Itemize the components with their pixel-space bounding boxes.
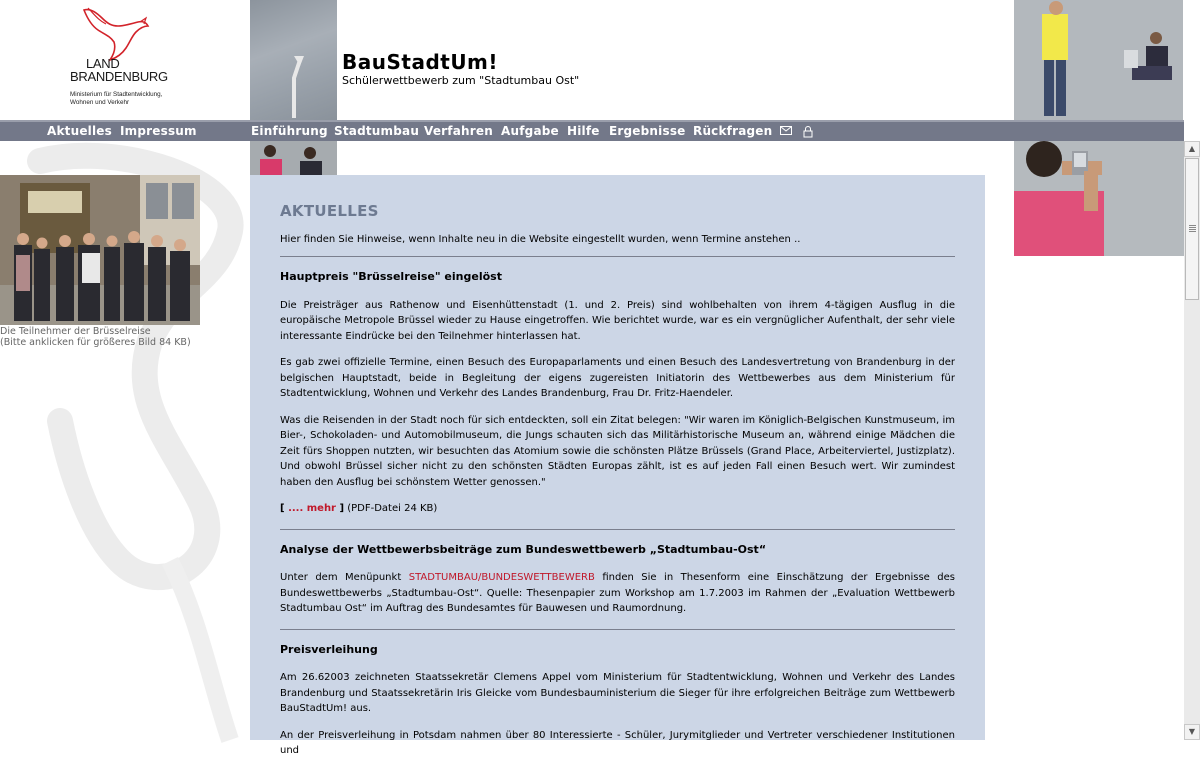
nav-verfahren[interactable]: Verfahren: [424, 124, 493, 138]
nav-hilfe[interactable]: Hilfe: [567, 124, 600, 138]
pdf-note: (PDF-Datei 24 KB): [344, 503, 438, 514]
scroll-up-arrow-icon[interactable]: ▲: [1184, 141, 1200, 157]
news-title-bruesselreise: Hauptpreis "Brüsselreise" eingelöst: [280, 270, 502, 283]
logo-text: LAND BRANDENBURG: [70, 56, 168, 84]
nav-ergebnisse[interactable]: Ergebnisse: [609, 124, 686, 138]
scrollbar-thumb[interactable]: [1185, 158, 1199, 300]
header-photo-road: [250, 0, 337, 120]
logo[interactable]: [0, 0, 250, 120]
header-photo-girls: [250, 141, 337, 175]
news-paragraph: Am 26.62003 zeichneten Staatssekretär Clemens Appel vom Ministerium für Stadtentwicklung, Wohnen und Verkehr des Landes Brandenburg und Staatssekretärin Iris Gleicke vom Bundesbauministerium die Sieger für ihre erfolgreichen Beiträge zum Wettbewerb BauStadtUm! aus.: [280, 672, 955, 714]
nav-stadtumbau[interactable]: Stadtumbau: [334, 124, 420, 138]
mail-icon[interactable]: [780, 126, 792, 135]
lock-icon[interactable]: [803, 126, 813, 138]
news-paragraph: Es gab zwei offizielle Termine, einen Besuch des Europaparlaments und einen Besuch des Landesvertretung von Brandenburg in der belgischen Hauptstadt, beide in Begleitung der eigens zugereisten Initiatorin des Wettbewerbes aus dem Ministerium für Stadtentwicklung, Wohnen und Verkehr des Landes Brandenburg, Frau Dr. Fritz-Haendeler.: [280, 357, 955, 399]
news-paragraph: Die Preisträger aus Rathenow und Eisenhüttenstadt (1. und 2. Preis) sind wohlbehalten von ihrem 4-tägigen Ausflug in die europäische Metropole Brüssel wieder zu Hause eingetroffen. Wie berichtet wurde, war es ein vergnüglicher Aufenthalt, der sehr viele interessante Eindrücke bei den Teilnehmer hinterlassen hat.: [280, 299, 955, 342]
main-content: [250, 175, 985, 756]
nav-einfuehrung[interactable]: Einführung: [251, 124, 328, 138]
scroll-down-arrow-icon[interactable]: ▼: [1184, 724, 1200, 740]
nav-aktuelles[interactable]: Aktuelles: [47, 124, 112, 138]
intro-text: Hier finden Sie Hinweise, wenn Inhalte neu in die Website eingestellt wurden, wenn Termine anstehen ..: [280, 233, 801, 245]
news-paragraph: An der Preisverleihung in Potsdam nahmen über 80 Interessierte - Schüler, Jurymitglieder und Vertreter verschiedener Institutionen und: [280, 729, 955, 756]
vertical-scrollbar[interactable]: [1184, 141, 1200, 740]
divider: [280, 529, 955, 530]
more-link-row: [ .... mehr ] (PDF-Datei 24 KB): [280, 503, 438, 514]
sidebar-photo-student-phone: [1014, 141, 1184, 256]
site-title: BauStadtUm!: [342, 50, 499, 74]
site-subtitle: Schülerwettbewerb zum "Stadtumbau Ost": [342, 74, 580, 87]
eagle-logo-icon: [80, 4, 152, 62]
more-link[interactable]: .... mehr: [288, 503, 336, 514]
divider: [280, 256, 955, 257]
news-title-preisverleihung: Preisverleihung: [280, 642, 378, 656]
nav-impressum[interactable]: Impressum: [120, 124, 197, 138]
stadtumbau-link[interactable]: STADTUMBAU/BUNDESWETTBEWERB: [408, 572, 595, 583]
news-title-analyse: Analyse der Wettbewerbsbeiträge zum Bundeswettbewerb „Stadtumbau-Ost“: [280, 542, 767, 556]
road-arrow-icon: [250, 0, 337, 120]
news-paragraph: Unter dem Menüpunkt STADTUMBAU/BUNDESWETTBEWERB finden Sie in Thesenform eine Einschätzung der Ergebnisse des Bundeswettbewerbs „Stadtumbau-Ost“. Quelle: Thesenpapier zum Workshop am 1.7.2003 im Rahmen der „Evaluation Wettbewerb Stadtumbau Ost“ im Auftrag des Bundesamtes für Bauwesen und Raumordnung.: [280, 572, 955, 614]
page-title: AKTUELLES: [280, 202, 379, 220]
participants-photo[interactable]: [0, 175, 200, 325]
ministry-name: Ministerium für Stadtentwicklung, Wohnen und Verkehr: [70, 91, 163, 106]
news-paragraph: Was die Reisenden in der Stadt noch für sich entdeckten, soll ein Zitat belegen: "Wir waren im Königlich-Belgischen Kunstmuseum, im Bier-, Schokoladen- und Automobilmuseum, die Jungs schauten sich das Militärhistorische Museum an, während einige Mädchen die Zeit fürs Shoppen nutzten, wir besuchten das Atomium sowie die schönsten Plätze Brüssels (Grand Place, Arbeiterviertel, Justizplatz). Und obwohl Brüssel sicher nicht zu den schönsten Städten Europas zählt, ist es auf jeden Fall einen Besuch wert. Wir zumindest haben den Ausflug bei schönstem Wetter genossen.": [280, 414, 955, 488]
nav-rueckfragen[interactable]: Rückfragen: [693, 124, 773, 138]
divider: [280, 629, 955, 630]
header-photo-students: [1014, 0, 1183, 120]
photo-caption: Die Teilnehmer der Brüsselreise (Bitte anklicken für größeres Bild 84 KB): [0, 326, 191, 348]
nav-aufgabe[interactable]: Aufgabe: [501, 124, 559, 138]
